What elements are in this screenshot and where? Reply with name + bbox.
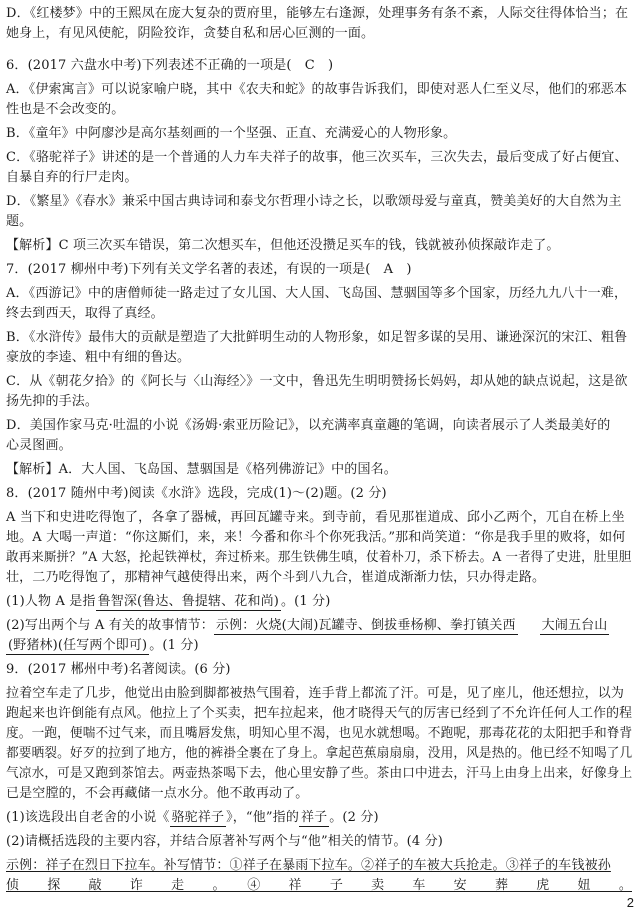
q8-sub1: [6, 592, 632, 612]
q9-sub1-answer-he: 祥子: [300, 810, 328, 825]
q7-option-a: A．《西游记》中的唐僧师徒一路走过了女儿国、大人国、飞岛国、慧骃国等多个国家，历经九九八十一难，: [6, 286, 628, 301]
q8-sub2: [6, 616, 632, 636]
q9-sub2-answer: 示例：祥子在烈日下拉车。补写情节：①祥子在暴雨下拉车。②祥子的车被大兵抢走。③祥子的车钱被孙: [6, 858, 611, 873]
q8-passage-2: 地。A 大喝一声道：“你这厮们，来，来！今番和你斗个你死我活。”那和尚笑道：“你是我手里的败将，如何: [6, 530, 626, 545]
q8-sub2-score: 。(1 分): [149, 638, 199, 653]
q8-passage-3: 敢再来厮拼？”A 大怒，抡起铁禅杖，奔过桥来。那生铁佛生嗔，仗着朴刀，杀下桥去。A 一者得了史进，肚里胆: [6, 550, 632, 565]
q9-sub1: [6, 808, 632, 828]
q8-passage-4: 壮，二乃吃得饱了，那精神气越使得出来，两个斗到八九合，崔道成渐渐力怯，只办得走路。: [6, 570, 546, 585]
q8-sub1-answer: 鲁智深(鲁达、鲁提辖、花和尚): [97, 594, 279, 609]
q5-option-d-cont: 她身上，有见风使舵，阴险狡诈，贪婪自私和居心叵测的一面。: [6, 26, 375, 41]
q7-option-b-cont: 豪放的李逵、粗中有细的鲁达。: [6, 350, 191, 365]
q9-passage-3: 度。一跑，便喘不过气来，而且嘴唇发焦，明知心里不渴，也见水就想喝。不跑呢，那毒花花的太阳把手和脊背: [6, 726, 633, 741]
q9-passage-4: 都要晒裂。好歹的拉到了地方，他的裤褂全裹在了身上。拿起芭蕉扇扇扇，没用，风是热的。他已经不知喝了几: [6, 746, 633, 761]
q9-sub1-prompt: (1)该选段出自老舍的小说《: [6, 810, 170, 825]
q9-sub1-score: 。(2 分): [329, 810, 379, 825]
q6-stem: 6．(2017 六盘水中考)下列表述不正确的一项是( C ): [6, 58, 334, 73]
q8-sub2-answer-3: (野猪林)(任写两个即可): [8, 638, 148, 653]
q9-sub2: (2)请概括选段的主要内容，并结合原著补写两个与“他”相关的情节。(4 分): [6, 834, 443, 849]
q8-sub2-prompt: (2)写出两个与 A 有关的故事情节：: [6, 618, 214, 633]
q6-option-d: D．《繁星》《春水》兼采中国古典诗词和泰戈尔哲理小诗之长，以歌颂母爱与童真，赞美美好的大自然为主: [6, 194, 622, 209]
q8-sub2-answer-2: 大闹五台山: [541, 618, 608, 633]
q9-sub2-answer-cont: 侦 探 敲 诈 走 。 ④ 祥 子 卖 车 安 葬 虎 妞 。: [6, 878, 632, 893]
q8-sub2-cont: [6, 636, 632, 656]
q6-option-c: C．《骆驼祥子》讲述的是一个普通的人力车夫祥子的故事，他三次买车，三次失去，最后变成了好占便宜、: [6, 150, 628, 165]
q9-passage-1: 拉着空车走了几步，他觉出由脸到脚都被热气围着，连手背上都流了汗。可是，见了座儿，他还想拉，以为: [6, 686, 625, 701]
q6-option-c-cont: 自暴自弃的行尸走肉。: [6, 170, 138, 185]
q9-passage-5: 气凉水，可是又跑到茶馆去。两壶热茶喝下去，他心里安静了些。茶由口中进去，汗马上由身上出来，好像身上: [6, 766, 633, 781]
q7-option-c-cont: 扬先抑的手法。: [6, 394, 99, 409]
q9-passage-6: 已是空膛的，不会再藏储一点水分。他不敢再动了。: [6, 786, 309, 801]
q9-sub1-prompt-2: 》，“他”指的: [226, 810, 299, 825]
q8-sub1-score: 。(1 分): [280, 594, 331, 609]
q8-passage-1: A 当下和史进吃得饱了，各拿了器械，再回瓦罐寺来。到寺前，看见那崔道成、邱小乙两个，兀自在桥上坐: [6, 510, 625, 525]
q6-option-a-cont: 性也是不会改变的。: [6, 102, 125, 117]
q9-passage-2: 跑起来也许倒能有点风。他拉上了个买卖，把车拉起来，他才晓得天气的厉害已经到了不允许任何人工作的程: [6, 706, 633, 721]
q7-option-b: B．《水浒传》最伟大的贡献是塑造了大批鲜明生动的人物形象，如足智多谋的吴用、谦逊深沉的宋江、粗鲁: [6, 330, 628, 345]
q7-stem: 7．(2017 柳州中考)下列有关文学名著的表述，有误的一项是( A ): [6, 262, 412, 277]
q6-option-a: A．《伊索寓言》可以说家喻户晓，其中《农夫和蛇》的故事告诉我们，即使对恶人仁至义尽，他们的邪恶本: [6, 82, 628, 97]
q6-option-b: B．《童年》中阿廖沙是高尔基刻画的一个坚强、正直、充满爱心的人物形象。: [6, 126, 457, 141]
q6-option-d-cont: 题。: [6, 214, 33, 229]
q5-option-d: D．《红楼梦》中的王熙凤在庞大复杂的贾府里，能够左右逢源，处理事务有条不紊，人际交往得体恰当；在: [6, 6, 629, 21]
q8-sub2-answer: 示例：火烧(大闹)瓦罐寺、倒拔垂杨柳、拳打镇关西: [215, 618, 516, 633]
q7-analysis: 【解析】A．大人国、飞岛国、慧骃国是《格列佛游记》中的国名。: [6, 462, 397, 477]
q8-sub1-prompt: (1)人物 A 是指: [6, 594, 96, 609]
q7-option-d: D．美国作家马克·吐温的小说《汤姆·索亚历险记》，以充满率真童趣的笔调，向读者展示了人类最美好的: [6, 418, 611, 433]
q7-option-d-cont: 心灵图画。: [6, 438, 72, 453]
q7-option-c: C．从《朝花夕拾》的《阿长与〈山海经〉》一文中，鲁迅先生明明赞扬长妈妈，却从她的缺点说起，这是欲: [6, 374, 628, 389]
q6-analysis: 【解析】C 项三次买车错误，第二次想买车，但他还没攒足买车的钱，钱就被孙侦探敲诈走了。: [6, 238, 560, 253]
page-number: 2: [626, 895, 634, 910]
q9-stem: 9．(2017 郴州中考)名著阅读。(6 分): [6, 662, 231, 677]
q8-stem: 8．(2017 随州中考)阅读《水浒》选段，完成(1)～(2)题。(2 分): [6, 486, 387, 501]
q7-option-a-cont: 终去到西天，取得了真经。: [6, 306, 164, 321]
q9-sub1-answer-novel: 骆驼祥子: [171, 810, 225, 825]
